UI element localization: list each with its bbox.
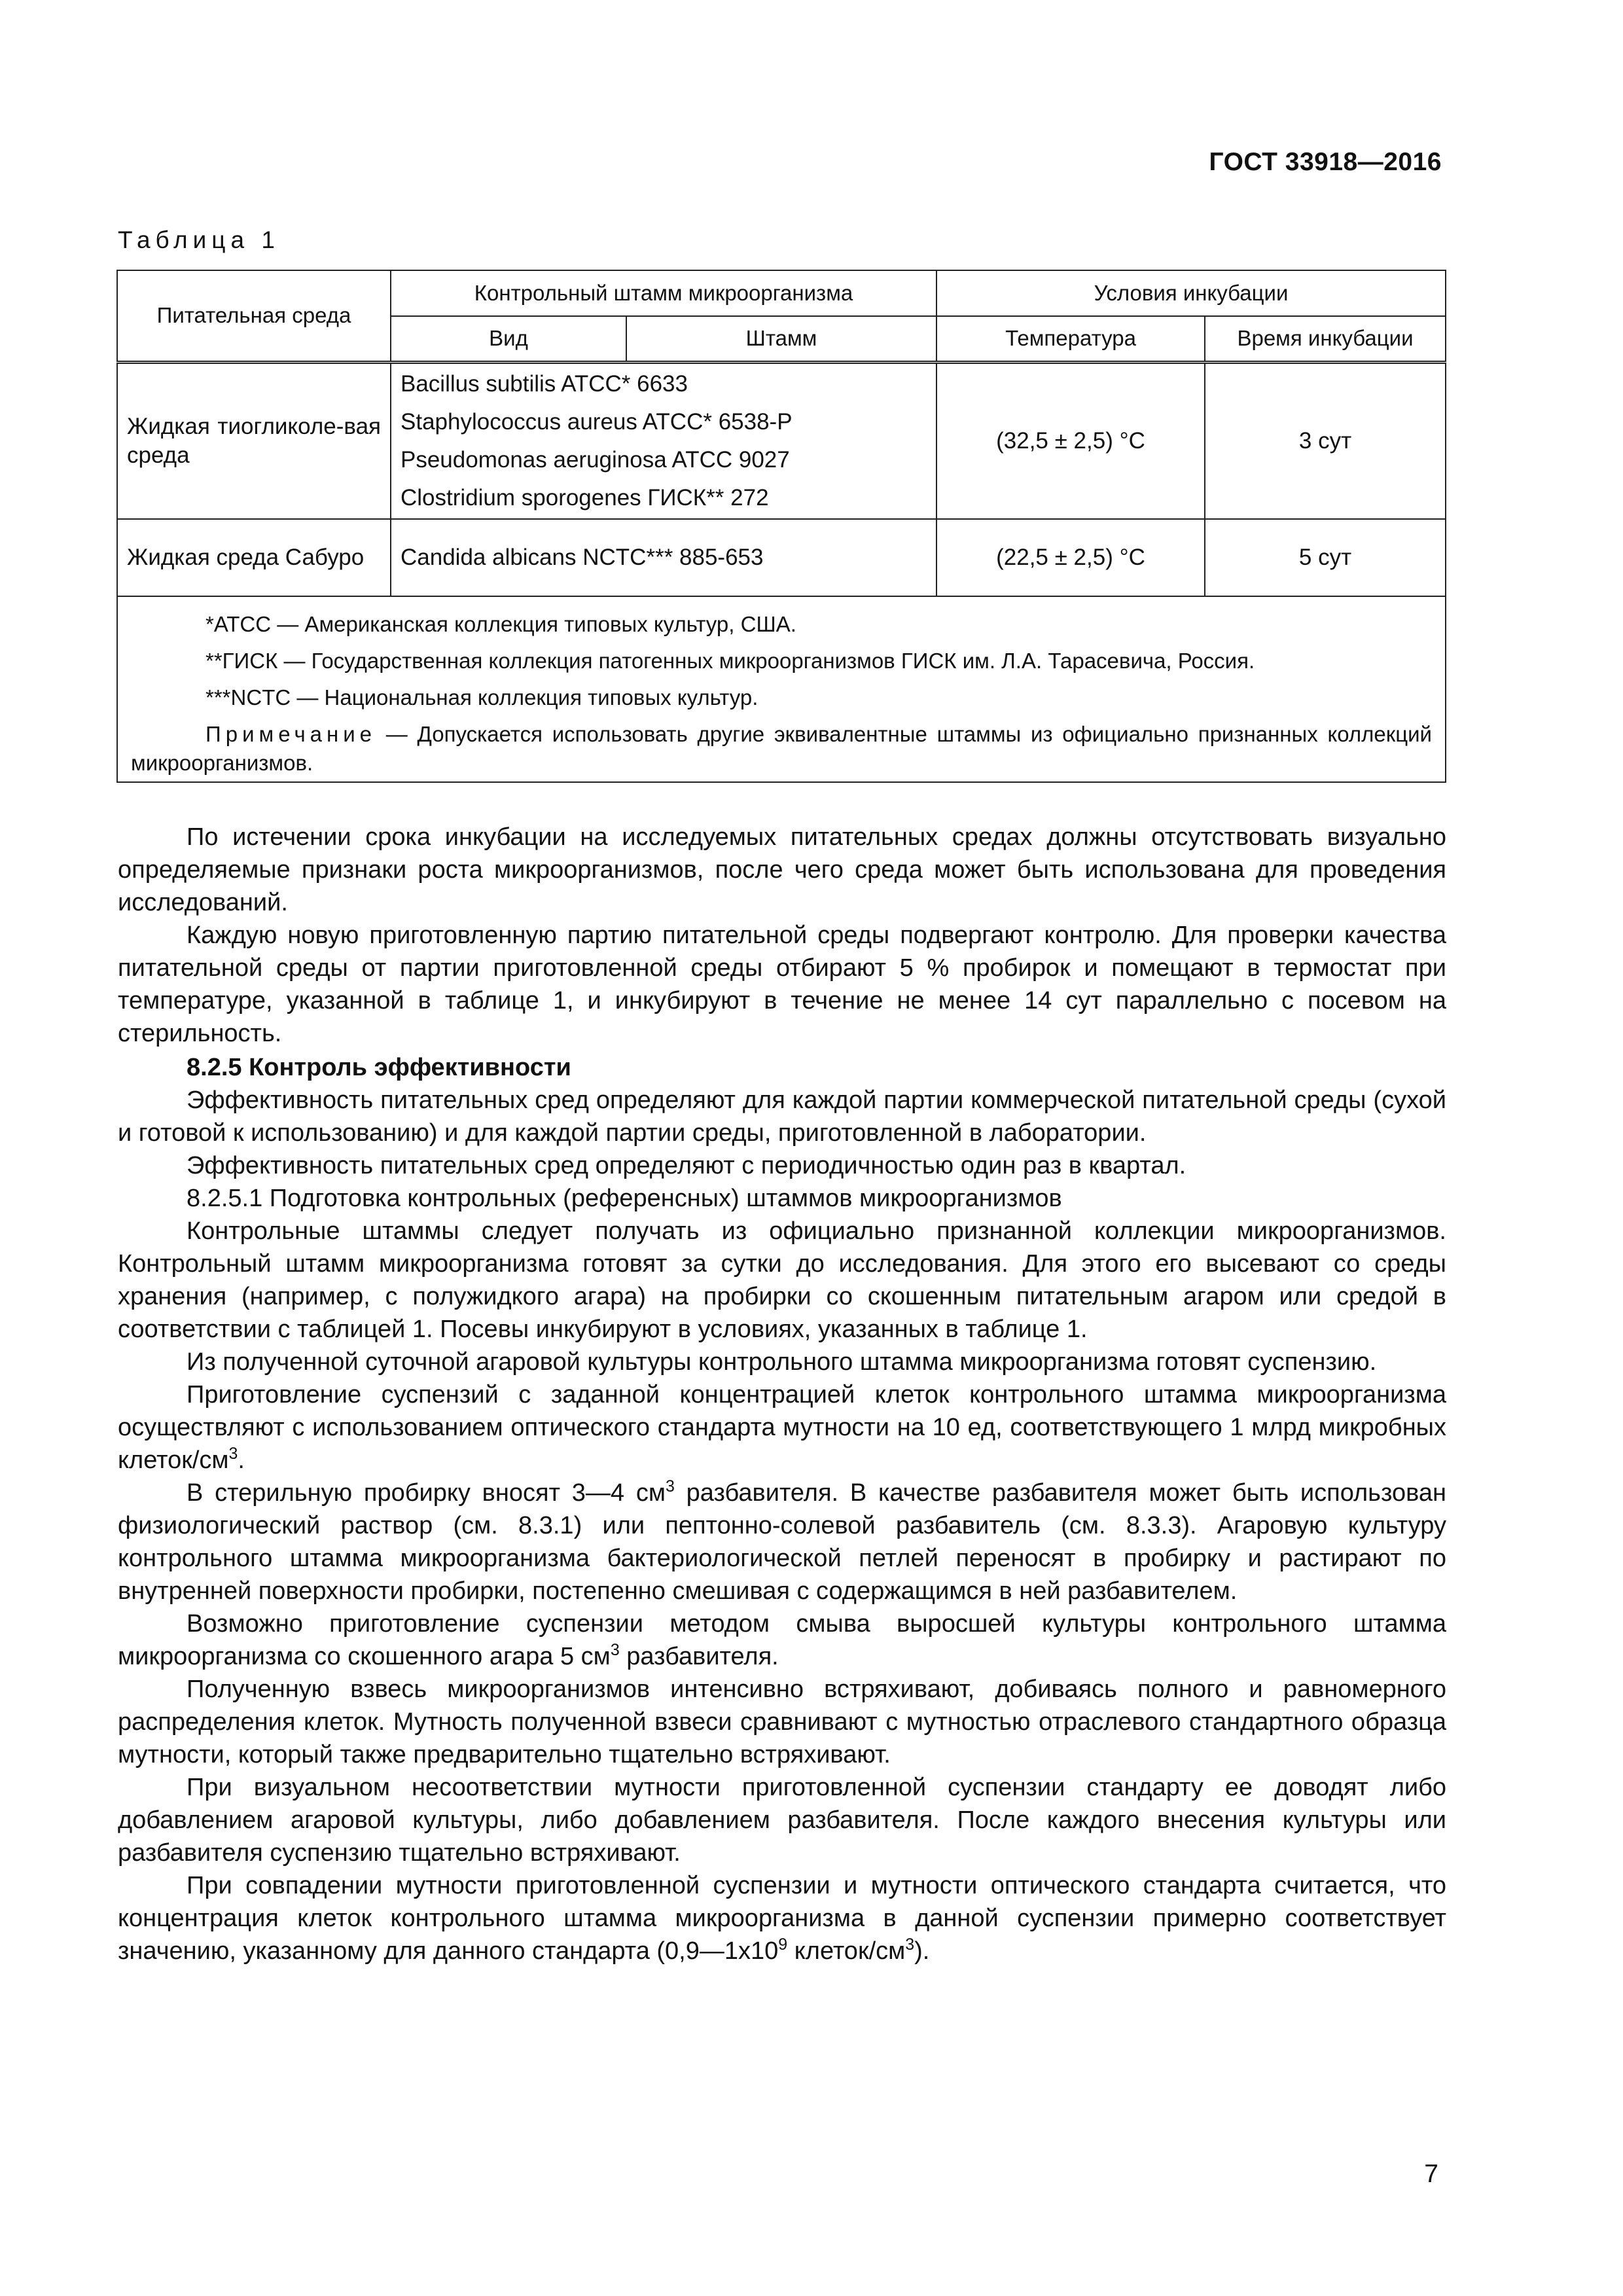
paragraph: Из полученной суточной агаровой культуры контрольного штамма микроорганизма готовят суспензию. bbox=[187, 1348, 1377, 1376]
page-number: 7 bbox=[1424, 2160, 1438, 2188]
paragraph: Полученную взвесь микроорганизмов интенсивно встряхивают, добиваясь полного и равномерного распределения клеток. Мутность полученной взвеси сравнивают с мутностью отраслевого стандартного образца мутности, который также предварительно тщательно встряхивают. bbox=[118, 1676, 1446, 1768]
footnote: *АТСС — Американская коллекция типовых культур, США. bbox=[205, 612, 796, 636]
incubation-table bbox=[116, 270, 1446, 783]
note-label: Примечание bbox=[205, 722, 377, 746]
paragraph: Эффективность питательных сред определяют с периодичностью один раз в квартал. bbox=[187, 1152, 1186, 1179]
paragraph: Контрольные штаммы следует получать из официально признанной коллекции микроорганизмов. Контрольный штамм микроорганизма готовят за сутки до исследования. Для этого его высевают со среды хранения (например, с полужидкого агара) на пробирки со скошенным питательным агаром или средой в соответствии с таблицей 1. Посевы инкубируют в условиях, указанных в таблице 1. bbox=[118, 1217, 1446, 1343]
header-time: Время инкубации bbox=[1205, 316, 1446, 362]
body-text bbox=[118, 821, 1446, 1967]
table-row bbox=[117, 362, 1446, 519]
section-heading: 8.2.5 Контроль эффективности bbox=[187, 1054, 571, 1081]
footnote: ***NCTC — Национальная коллекция типовых культур. bbox=[205, 685, 758, 709]
paragraph: В стерильную пробирку вносят 3—4 $см^3$ разбавителя. В качестве разбавителя может быть использован физиологический раствор (см. 8.3.1) или пептонно-солевой разбавитель (см. 8.3.3). Агаровую культуру контрольного штамма микроорганизма бактериологической петлей переносят в пробирку и растирают по внутренней поверхности пробирки, постепенно смешивая с содержащимся в ней разбавителем. bbox=[118, 1477, 1446, 1605]
time-cell: 3 сут bbox=[1205, 362, 1446, 519]
temperature-cell: (32,5 ± 2,5) °С bbox=[936, 362, 1205, 519]
footnote: **ГИСК — Государственная коллекция патогенных микроорганизмов ГИСК им. Л.А. Тарасевича, Россия. bbox=[205, 649, 1255, 673]
medium-cell: Жидкая среда Сабуро bbox=[117, 519, 391, 596]
temperature-cell: (22,5 ± 2,5) °С bbox=[936, 519, 1205, 596]
header-medium: Питательная среда bbox=[117, 270, 391, 362]
strain-item: Clostridium sporogenes ГИСК** 272 bbox=[401, 484, 769, 511]
time-cell: 5 сут bbox=[1205, 519, 1446, 596]
header-temperature: Температура bbox=[936, 316, 1205, 362]
paragraph: Возможно приготовление суспензии методом смыва выросшей культуры контрольного штамма микроорганизма со скошенного агара 5 $см^3$ разбавителя. bbox=[118, 1610, 1446, 1670]
strain-item: Pseudomonas aeruginosa ATCC 9027 bbox=[401, 446, 790, 473]
standard-id: ГОСТ 33918—2016 bbox=[1209, 148, 1442, 176]
medium-cell: Жидкая тиогликоле-вая среда bbox=[117, 362, 391, 519]
paragraph: При совпадении мутности приготовленной суспензии и мутности оптического стандарта считается, что концентрация клеток контрольного штамма микроорганизма в данной суспензии примерно соответствует значению, указанному для данного стандарта ($0,9—1х10^9$ клеток/$см^3$). bbox=[118, 1872, 1446, 1965]
strains-cell bbox=[391, 519, 936, 596]
strain-item: Bacillus subtilis ATCC* 6633 bbox=[401, 370, 688, 397]
header-conditions-group: Условия инкубации bbox=[936, 270, 1446, 316]
table-row bbox=[117, 519, 1446, 596]
strains-cell bbox=[391, 362, 936, 519]
strain-item: Candida albicans NCTC*** 885-653 bbox=[401, 545, 764, 570]
table-note bbox=[131, 720, 1432, 778]
strain-item: Staphylococcus aureus ATCC* 6538-P bbox=[401, 408, 793, 435]
table-footnotes bbox=[118, 597, 1445, 781]
paragraph: Эффективность питательных сред определяют для каждой партии коммерческой питательной среды (сухой и готовой к использованию) и для каждой партии среды, приготовленной в лаборатории. bbox=[118, 1086, 1446, 1147]
paragraph: По истечении срока инкубации на исследуемых питательных средах должны отсутствовать визуально определяемые признаки роста микроорганизмов, после чего среда может быть использована для проведения исследований. bbox=[118, 823, 1446, 916]
header-strain-group: Контрольный штамм микроорганизма bbox=[391, 270, 936, 316]
subsection-heading: 8.2.5.1 Подготовка контрольных (референсных) штаммов микроорганизмов bbox=[187, 1185, 1062, 1212]
paragraph: Каждую новую приготовленную партию питательной среды подвергают контролю. Для проверки качества питательной среды от партии приготовленной среды отбирают 5 % пробирок и помещают в термостат при температуре, указанной в таблице 1, и инкубируют в течение не менее 14 сут параллельно с посевом на стерильность. bbox=[118, 922, 1446, 1047]
paragraph: Приготовление суспензий с заданной концентрацией клеток контрольного штамма микроорганизма осуществляют с использованием оптического стандарта мутности на 10 ед, соответствующего 1 млрд микробных клеток/$см^3$. bbox=[118, 1381, 1446, 1474]
note-text: — Допускается использовать другие эквивалентные штаммы из официально признанных коллекций микроорганизмов. bbox=[131, 722, 1432, 775]
header-species: Вид bbox=[391, 316, 626, 362]
table-footnotes-row bbox=[117, 596, 1446, 782]
paragraph: При визуальном несоответствии мутности приготовленной суспензии стандарту ее доводят либо добавлением агаровой культуры, либо добавлением разбавителя. После каждого внесения культуры или разбавителя суспензию тщательно встряхивают. bbox=[118, 1774, 1446, 1867]
header-strain: Штамм bbox=[626, 316, 936, 362]
table-caption: Таблица 1 bbox=[118, 226, 280, 253]
